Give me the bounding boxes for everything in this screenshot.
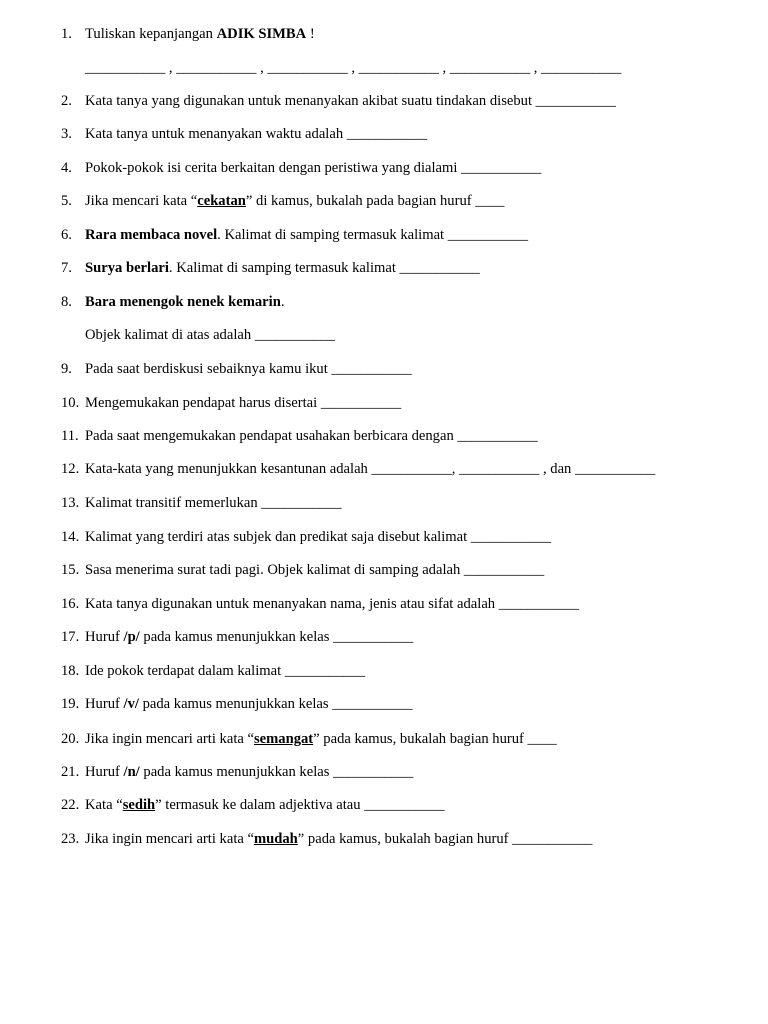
question-12	[61, 459, 655, 479]
question-number: 8.	[61, 294, 72, 310]
question-text: Kalimat yang terdiri atas subjek dan predikat saja disebut kalimat ___________	[85, 529, 552, 545]
question-7	[61, 258, 480, 278]
question-text: Jika ingin mencari arti kata “	[85, 831, 254, 847]
emphasized-text: ADIK SIMBA	[216, 26, 307, 42]
question-text: Tuliskan kepanjangan	[85, 26, 217, 42]
question-14	[61, 527, 551, 547]
question-text: Jika mencari kata “	[85, 193, 198, 209]
question-text: Pokok-pokok isi cerita berkaitan dengan peristiwa yang dialami ___________	[85, 160, 542, 176]
question-text: !	[306, 26, 315, 42]
question-number: 7.	[61, 260, 72, 276]
question-text: ” pada kamus, bukalah bagian huruf ____	[313, 731, 557, 747]
emphasized-text: /p/	[123, 629, 140, 645]
question-text: ” di kamus, bukalah pada bagian huruf ____	[245, 193, 505, 209]
question-15	[61, 560, 544, 580]
question-number: 6.	[61, 227, 72, 243]
question-2	[61, 91, 616, 111]
question-text: .	[280, 294, 285, 310]
question-continuation	[85, 325, 335, 345]
question-text: Pada saat berdiskusi sebaiknya kamu ikut ___________	[85, 361, 412, 377]
question-number: 15.	[61, 562, 80, 578]
emphasized-text: /v/	[123, 696, 139, 712]
question-continuation	[85, 58, 621, 78]
question-number: 5.	[61, 193, 72, 209]
question-number: 16.	[61, 596, 80, 612]
question-6	[61, 225, 528, 245]
question-20	[61, 729, 557, 749]
question-number: 23.	[61, 831, 80, 847]
question-text: Kata tanya untuk menanyakan waktu adalah ___________	[85, 126, 428, 142]
question-text: pada kamus menunjukkan kelas ___________	[139, 629, 414, 645]
question-13	[61, 493, 342, 513]
emphasized-text: Bara menengok nenek kemarin	[85, 294, 281, 310]
question-9	[61, 359, 412, 379]
question-number: 18.	[61, 663, 80, 679]
question-number: 14.	[61, 529, 80, 545]
question-23	[61, 829, 592, 849]
question-number: 11.	[61, 428, 79, 444]
question-number: 13.	[61, 495, 80, 511]
question-10	[61, 393, 401, 413]
question-text: Objek kalimat di atas adalah ___________	[85, 327, 336, 343]
question-text: Ide pokok terdapat dalam kalimat ___________	[85, 663, 366, 679]
question-text: Kata tanya yang digunakan untuk menanyakan akibat suatu tindakan disebut ___________	[85, 93, 616, 109]
question-number: 10.	[61, 395, 80, 411]
emphasized-text: mudah	[253, 831, 298, 847]
question-text: Huruf	[85, 696, 124, 712]
question-number: 21.	[61, 764, 80, 780]
question-22	[61, 795, 445, 815]
question-text: pada kamus menunjukkan kelas ___________	[139, 764, 414, 780]
question-number: 9.	[61, 361, 72, 377]
question-text: Huruf	[85, 629, 124, 645]
question-text: Huruf	[85, 764, 124, 780]
question-text: ___________ , ___________ , ___________ , ___________ , ___________ , ___________	[85, 60, 622, 76]
question-number: 3.	[61, 126, 72, 142]
emphasized-text: cekatan	[197, 193, 246, 209]
question-3	[61, 124, 427, 144]
emphasized-text: /n/	[123, 764, 140, 780]
question-1	[61, 24, 315, 44]
emphasized-text: semangat	[253, 731, 314, 747]
question-text: Sasa menerima surat tadi pagi. Objek kalimat di samping adalah ___________	[85, 562, 545, 578]
question-number: 17.	[61, 629, 80, 645]
question-21	[61, 762, 413, 782]
question-text: Kalimat transitif memerlukan ___________	[85, 495, 342, 511]
question-19	[61, 694, 413, 714]
question-18	[61, 661, 365, 681]
question-8	[61, 292, 284, 312]
emphasized-text: Rara membaca novel	[85, 227, 218, 243]
question-text: Kata tanya digunakan untuk menanyakan nama, jenis atau sifat adalah ___________	[85, 596, 580, 612]
question-number: 19.	[61, 696, 80, 712]
question-number: 1.	[61, 26, 72, 42]
question-number: 4.	[61, 160, 72, 176]
question-text: Pada saat mengemukakan pendapat usahakan berbicara dengan ___________	[85, 428, 538, 444]
question-16	[61, 594, 579, 614]
question-number: 12.	[61, 461, 80, 477]
question-text: . Kalimat di samping termasuk kalimat ___________	[168, 260, 480, 276]
question-text: . Kalimat di samping termasuk kalimat ___________	[217, 227, 529, 243]
question-text: Mengemukakan pendapat harus disertai ___________	[85, 395, 402, 411]
question-number: 2.	[61, 93, 72, 109]
question-4	[61, 158, 541, 178]
emphasized-text: Surya berlari	[85, 260, 169, 276]
question-text: pada kamus menunjukkan kelas ___________	[138, 696, 413, 712]
question-text: Kata-kata yang menunjukkan kesantunan adalah ___________, ___________ , dan ___________	[85, 461, 656, 477]
question-number: 22.	[61, 797, 80, 813]
question-5	[61, 191, 504, 211]
question-number: 20.	[61, 731, 80, 747]
question-text: Kata “	[85, 797, 123, 813]
question-text: Jika ingin mencari arti kata “	[85, 731, 254, 747]
question-text: ” termasuk ke dalam adjektiva atau ___________	[155, 797, 445, 813]
question-17	[61, 627, 413, 647]
emphasized-text: sedih	[122, 797, 156, 813]
question-11	[61, 426, 538, 446]
question-text: ” pada kamus, bukalah bagian huruf ___________	[297, 831, 593, 847]
